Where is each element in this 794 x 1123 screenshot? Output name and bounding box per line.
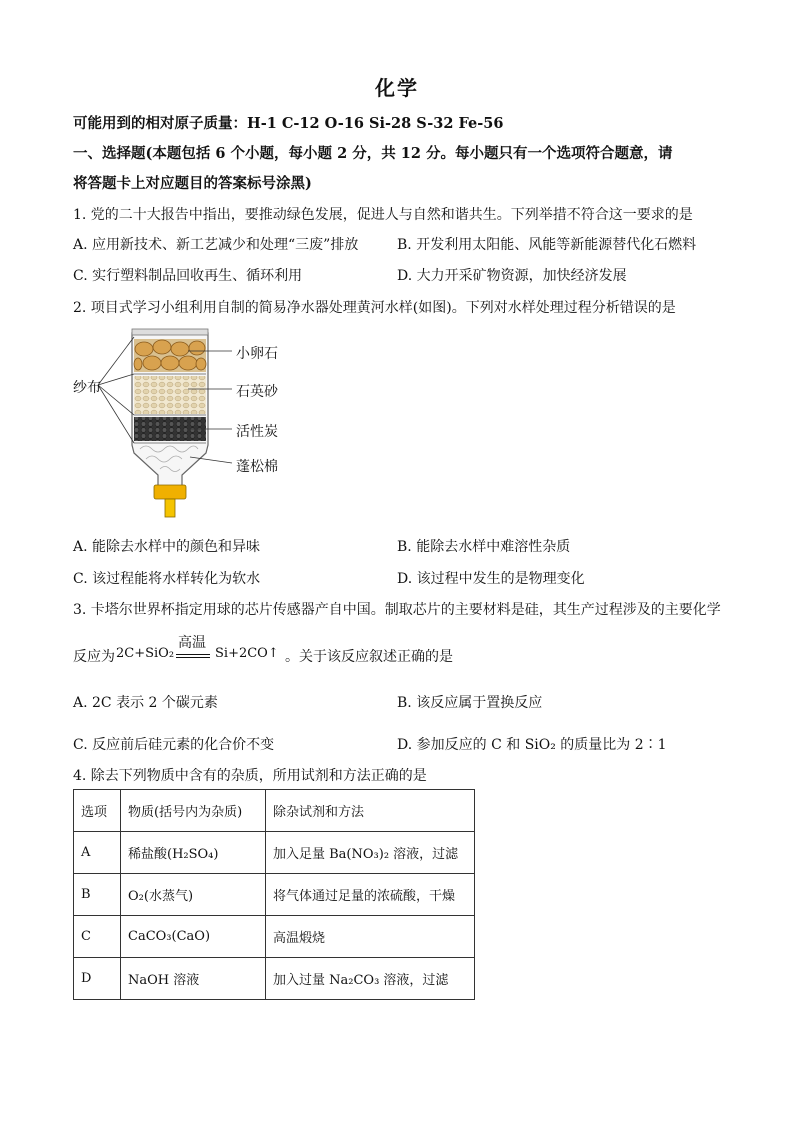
q3-stem: 3. 卡塔尔世界杯指定用球的芯片传感器产自中国。制取芯片的主要材料是硅，其生产过程涉及的主要化学 xyxy=(73,602,721,618)
q3-option-c: C. 反应前后硅元素的化合价不变 xyxy=(73,737,275,753)
table-row xyxy=(74,832,475,874)
q2-option-b: B. 能除去水样中难溶性杂质 xyxy=(397,539,571,555)
q4-table xyxy=(73,789,475,1000)
label-cotton: 蓬松棉 xyxy=(236,459,278,475)
q3-eq-left: 2C+SiO₂ xyxy=(116,646,175,661)
table-cell: CaCO₃(CaO) xyxy=(121,916,266,958)
table-cell: O₂(水蒸气) xyxy=(121,874,266,916)
table-row xyxy=(74,874,475,916)
q3-eq-suffix: 。关于该反应叙述正确的是 xyxy=(285,649,453,665)
q1-option-d: D. 大力开采矿物资源，加快经济发展 xyxy=(397,268,627,284)
label-pebbles: 小卵石 xyxy=(236,346,278,362)
q2-stem: 2. 项目式学习小组利用自制的简易净水器处理黄河水样(如图)。下列对水样处理过程分析错误的是 xyxy=(73,300,676,316)
q3-eq-bar-bottom xyxy=(176,657,210,658)
table-cell: 加入过量 Na₂CO₃ 溶液，过滤 xyxy=(266,958,475,1000)
q1-option-a: A. 应用新技术、新工艺减少和处理“三废”排放 xyxy=(73,237,359,253)
q2-option-c: C. 该过程能将水样转化为软水 xyxy=(73,571,261,587)
q2-option-a: A. 能除去水样中的颜色和异味 xyxy=(73,539,261,555)
table-cell: 加入足量 Ba(NO₃)₂ 溶液，过滤 xyxy=(266,832,475,874)
table-cell: 高温煅烧 xyxy=(266,916,475,958)
q3-eq-right: Si+2CO↑ xyxy=(215,646,279,661)
table-cell: NaOH 溶液 xyxy=(121,958,266,1000)
atomic-masses: 可能用到的相对原子质量：H-1 C-12 O-16 Si-28 S-32 Fe-56 xyxy=(73,115,504,132)
q1-stem: 1. 党的二十大报告中指出，要推动绿色发展，促进人与自然和谐共生。下列举措不符合这一要求的是 xyxy=(73,207,693,223)
section-heading-line2: 将答题卡上对应题目的答案标号涂黑) xyxy=(73,175,312,192)
page-title: 化学 xyxy=(375,76,419,100)
table-cell: B xyxy=(74,874,121,916)
q3-option-b: B. 该反应属于置换反应 xyxy=(397,695,543,711)
q1-option-b: B. 开发利用太阳能、风能等新能源替代化石燃料 xyxy=(397,237,697,253)
q3-option-d: D. 参加反应的 C 和 SiO₂ 的质量比为 2∶1 xyxy=(397,737,667,753)
table-header: 物质(括号内为杂质) xyxy=(121,790,266,832)
label-quartz: 石英砂 xyxy=(236,384,278,400)
q3-option-a: A. 2C 表示 2 个碳元素 xyxy=(73,695,218,711)
table-header: 选项 xyxy=(74,790,121,832)
table-cell: D xyxy=(74,958,121,1000)
q3-eq-bar-top xyxy=(176,654,210,655)
label-carbon: 活性炭 xyxy=(236,424,278,440)
q4-stem: 4. 除去下列物质中含有的杂质，所用试剂和方法正确的是 xyxy=(73,768,427,784)
q3-eq-prefix: 反应为 xyxy=(73,649,115,665)
table-cell: A xyxy=(74,832,121,874)
section-heading-line1: 一、选择题(本题包括 6 个小题，每小题 2 分，共 12 分。每小题只有一个选项符合题意，请 xyxy=(73,145,673,162)
table-row xyxy=(74,958,475,1000)
table-cell: C xyxy=(74,916,121,958)
label-gauze: 纱布 xyxy=(73,380,101,396)
table-header-row xyxy=(74,790,475,832)
table-cell: 将气体通过足量的浓硫酸，干燥 xyxy=(266,874,475,916)
q1-option-c: C. 实行塑料制品回收再生、循环利用 xyxy=(73,268,303,284)
q2-option-d: D. 该过程中发生的是物理变化 xyxy=(397,571,585,587)
table-header: 除杂试剂和方法 xyxy=(266,790,475,832)
table-row xyxy=(74,916,475,958)
table-cell: 稀盐酸(H₂SO₄) xyxy=(121,832,266,874)
q3-eq-condition: 高温 xyxy=(178,635,206,651)
